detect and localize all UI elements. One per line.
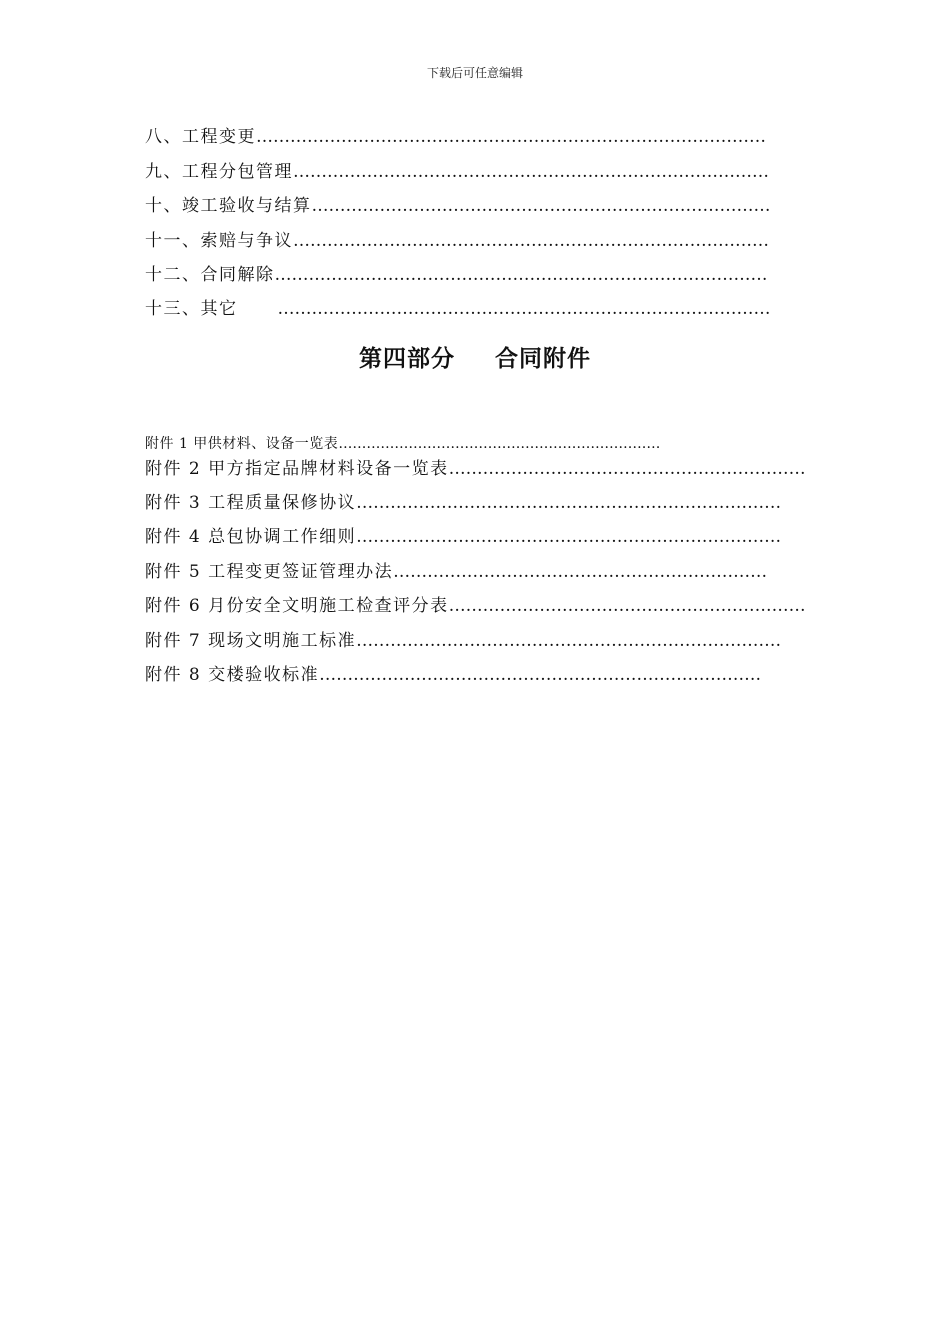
attachment-label: 附件 7 现场文明施工标准 — [145, 631, 357, 651]
toc-item-label: 八、工程变更 — [145, 127, 256, 147]
attachment-label: 附件 1 甲供材料、设备一览表 — [145, 436, 339, 452]
dot-leader: ……………………………………………………… — [448, 596, 806, 616]
section-heading — [0, 340, 950, 373]
toc-item-label: 十一、索赔与争议 — [145, 231, 293, 251]
attachment-label: 附件 4 总包协调工作细则 — [145, 527, 357, 547]
attachment-label: 附件 6 月份安全文明施工检查评分表 — [145, 596, 449, 616]
section-part: 第四部分 — [359, 346, 455, 372]
toc-item-11[interactable] — [145, 228, 769, 254]
dot-leader: …………………………………………………………………… — [319, 665, 762, 685]
toc-item-9[interactable] — [145, 159, 769, 185]
dot-leader: ……………………………………………………… — [448, 459, 806, 479]
attachment-label: 附件 2 甲方指定品牌材料设备一览表 — [145, 459, 449, 479]
attachment-label: 附件 5 工程变更签证管理办法 — [145, 562, 394, 582]
attachment-item-3[interactable] — [145, 490, 781, 516]
attachment-label: 附件 3 工程质量保修协议 — [145, 493, 357, 513]
toc-item-10[interactable] — [145, 193, 771, 219]
toc-item-8[interactable] — [145, 124, 766, 150]
attachment-item-5[interactable] — [145, 559, 767, 585]
attachment-item-4[interactable] — [145, 524, 781, 550]
toc-item-label: 十二、合同解除 — [145, 265, 275, 285]
dot-leader: ……………………………………………………………………………… — [256, 127, 766, 147]
attachment-item-1[interactable] — [145, 431, 660, 457]
dot-leader: ………………………………………………………………… — [356, 493, 782, 513]
toc-item-label: 九、工程分包管理 — [145, 162, 293, 182]
toc-item-label: 十、竣工验收与结算 — [145, 196, 312, 216]
toc-item-12[interactable] — [145, 262, 768, 288]
toc-item-label: 十三、其它 — [145, 299, 238, 319]
dot-leader: …………………………………………………………………………… — [277, 299, 771, 319]
section-title: 合同附件 — [495, 346, 591, 372]
attachment-item-6[interactable] — [145, 593, 806, 619]
dot-leader: ……………………………………………………………………… — [311, 196, 771, 216]
attachment-label: 附件 8 交楼验收标准 — [145, 665, 320, 685]
dot-leader: …………………………………………………………… — [338, 436, 661, 452]
dot-leader: ………………………………………………………………… — [356, 527, 782, 547]
dot-leader: ………………………………………………………………………… — [293, 162, 769, 182]
attachment-item-8[interactable] — [145, 662, 761, 688]
page-header: 下载后可任意编辑 — [426, 66, 523, 80]
attachment-item-7[interactable] — [145, 628, 781, 654]
dot-leader: ………………………………………………………… — [393, 562, 768, 582]
attachment-item-2[interactable] — [145, 456, 806, 482]
dot-leader: ………………………………………………………………………… — [293, 231, 769, 251]
dot-leader: …………………………………………………………………………… — [274, 265, 768, 285]
dot-leader: ………………………………………………………………… — [356, 631, 782, 651]
toc-item-13[interactable] — [145, 296, 771, 322]
